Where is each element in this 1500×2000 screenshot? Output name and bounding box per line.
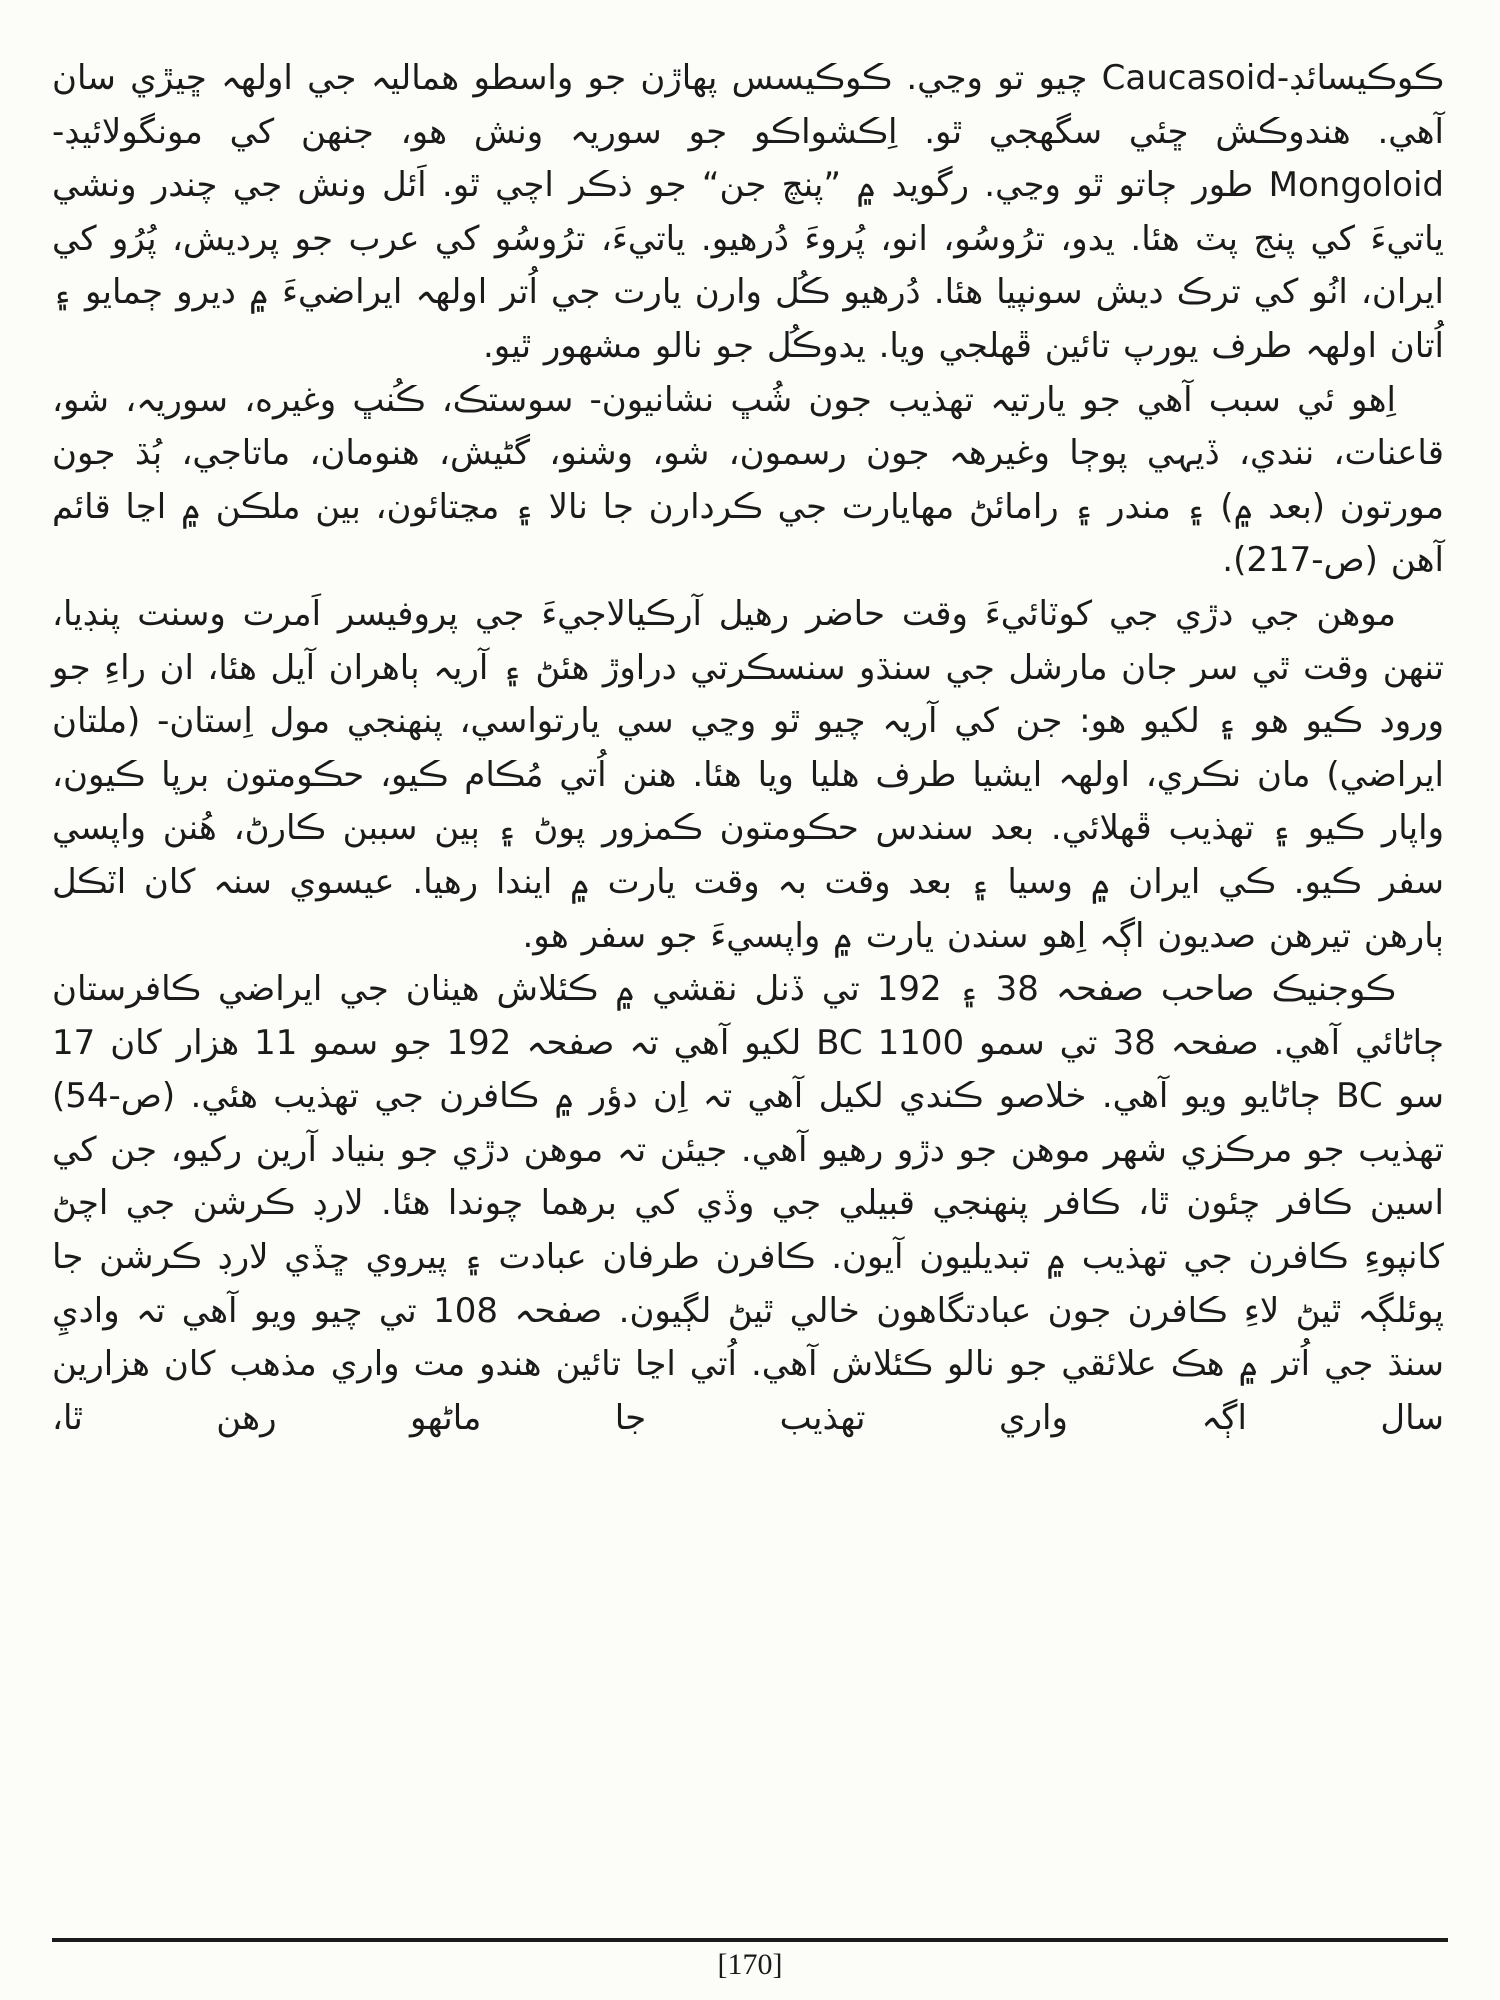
paragraph-4: ڪوجنيڪ صاحب صفحہ 38 ۽ 192 تي ڏنل نقشي ۾ ڪئلاش هيٺان جي ايراضي ڪافرستان ڄاڻائي آهي. صفحہ 38 تي سمو BC 1100 لکيو آهي تہ صفحہ 192 جو سمو 11 هزار کان 17 سو BC ڄاڻايو ويو آهي. خلاصو ڪندي لکيل آهي تہ اِن دؤر ۾ ڪافرن جي تهذيب هئي. (ص-54) تهذيب جو مرڪزي شهر موهن جو دڙو رهيو آهي. جيئن تہ موهن دڙي جو بنياد آرين رکيو، جن کي اسين ڪافر چئون ٿا، ڪافر پنهنجي قبيلي جي وڏي کي برهما چوندا هئا. لارڊ ڪرشن جي اچڻ کانپوءِ ڪافرن جي تهذيب ۾ تبديليون آيون. ڪافرن طرفان عبادت ۽ پيروي ڇڏي لارڊ ڪرشن جا پوئلڳہ ٿيڻ لاءِ ڪافرن جون عبادتگاهون خالي ٿيڻ لڳيون. صفحہ 108 تي چيو ويو آهي تہ واديِ سنڌ جي اُتر ۾ هڪ علائقي جو نالو ڪئلاش آهي. اُتي اڃا تائين هندو مت واري مذهب کان هزارين سال اڳہ واري تهذيب جا ماڻهو رهن ٿا، (52, 969, 1445, 1438)
body-text (52, 52, 1444, 1445)
paragraph-3: موهن جي دڙي جي کوٽائيءَ وقت حاضر رهيل آرڪيالاجيءَ جي پروفيسر اَمرت وسنت پنڊيا، تنهن وقت ٿي سر جان مارشل جي سنڌو سنسڪرتي دراوڙ هئڻ ۽ آريہ ٻاهران آيل هئا، ان راءِ جو ورود ڪيو هو ۽ لکيو هو: جن کي آريہ چيو ٿو وڃي سي يارتواسي، پنهنجي مول اِستان- (ملتان ايراضي) مان نڪري، اولهہ ايشيا طرف هليا ويا هئا. هنن اُتي مُڪام ڪيو، حڪومتون برپا ڪيون، واپار ڪيو ۽ تهذيب ڦهلائي. بعد سندس حڪومتون ڪمزور پوڻ ۽ ٻين سببن ڪارڻ، هُنن واپسي سفر ڪيو. ڪي ايران ۾ وسيا ۽ بعد وقت بہ وقت يارت ۾ ايندا رهيا. عيسوي سنہ کان اٽڪل ٻارهن تيرهن صديون اڳہ اِهو سندن يارت ۾ واپسيءَ جو سفر هو. (52, 593, 1444, 956)
footer-rule (52, 1938, 1448, 1942)
paragraph-1: ڪوڪيسائڊ-Caucasoid چيو تو وڃي. ڪوڪيسس پهاڙن جو واسطو هماليہ جي اولهہ ڇيڙي سان آهي. هندوڪش ڇئي سگهجي ٿو. اِڪشواڪو جو سوريہ ونش هو، جنهن کي مونگولائيڊ-Mongoloid طور ڄاتو ٿو وڃي. رگويد ۾ ”پنچ جن“ جو ذڪر اچي ٿو. اَئل ونش جي چندر ونشي ياتيءَ کي پنج پٽ هئا. يدو، ترُوسُو، انو، پُروءَ دُرهيو. ياتيءَ، ترُوسُو کي عرب جو پرديش، پُرُو کي ايران، انُو کي ترڪ ديش سونپيا هئا. دُرهيو ڪُل وارن يارت جي اُتر اولهہ ايراضيءَ ۾ ديرو ڄمايو ۽ اُتان اولهہ طرف يورپ تائين ڦهلجي ويا. يدوڪُل جو نالو مشهور ٿيو. (52, 58, 1444, 366)
paragraph-2: اِهو ئي سبب آهي جو يارتيہ تهذيب جون شُڀ نشانيون- سوستڪ، ڪُنڀ وغيره، سوريہ، شو، قاعنات، نندي، ڏيہي پوڄا وغيرهہ جون رسمون، شو، وشنو، گڻيش، هنومان، ماتاجي، ٻُڌ جون مورتون (بعد ۾) ۽ مندر ۽ رامائڻ مهايارت جي ڪردارن جا نالا ۽ مڃتائون، بين ملڪن ۾ اڃا قائم آهن (ص-217). (52, 379, 1444, 581)
page-number: [170] (717, 1948, 783, 1981)
